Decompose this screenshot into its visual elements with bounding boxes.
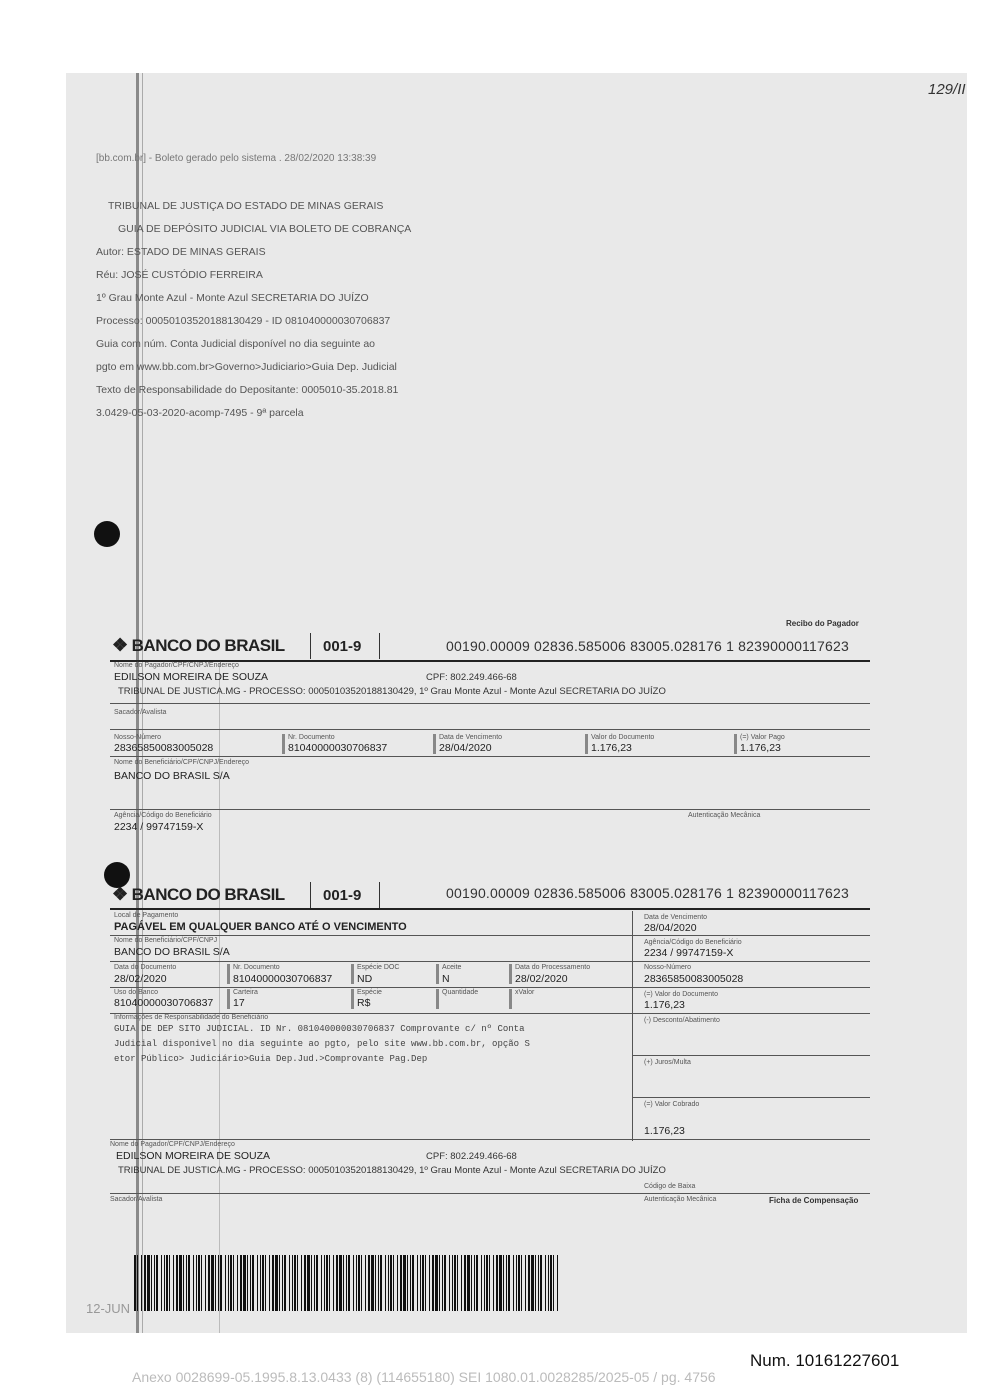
system-line: [bb.com.br] - Boleto gerado pelo sistema . 28/02/2020 13:38:39 — [96, 153, 377, 164]
barcode-bar — [141, 1255, 142, 1311]
desconto-label: (-) Desconto/Abatimento — [644, 1017, 720, 1024]
barcode-bar — [292, 1255, 293, 1311]
header-line: Réu: JOSÉ CUSTÓDIO FERREIRA — [96, 269, 263, 281]
barcode-bar — [218, 1255, 219, 1311]
barcode-bar — [183, 1255, 184, 1311]
uso-banco: 81040000030706837 — [114, 997, 214, 1009]
barcode-bar — [301, 1255, 302, 1311]
punch-hole — [94, 521, 120, 547]
barcode-bar — [481, 1255, 482, 1311]
barcode-bar — [346, 1255, 347, 1311]
barcode-bar — [422, 1255, 424, 1311]
barcode-bar — [432, 1255, 434, 1311]
header-line: pgto em www.bb.com.br>Governo>Judiciario>Guia Dep. Judicial — [96, 361, 397, 373]
slip-vencimento: 28/04/2020 — [644, 922, 697, 934]
divider — [310, 882, 311, 908]
digitable-line: 00190.00009 02836.585006 83005.028176 1 82390000117623 — [446, 885, 849, 901]
barcode-bar — [390, 1255, 392, 1311]
barcode-bar — [545, 1255, 546, 1311]
beneficiario-label: Nome do Beneficiário/CPF/CNPJ/Endereço — [114, 759, 250, 766]
barcode-bar — [257, 1255, 258, 1311]
divider — [110, 1139, 870, 1140]
barcode-bar — [361, 1255, 362, 1311]
barcode-bar — [269, 1255, 270, 1311]
slip-beneficiario-label: Nome do Beneficiário/CPF/CNPJ — [114, 937, 218, 944]
barcode-bar — [186, 1255, 187, 1311]
barcode-bar — [521, 1255, 522, 1311]
field-marker — [509, 964, 512, 984]
agencia: 2234 / 99747159-X — [114, 821, 204, 833]
barcode-bar — [282, 1255, 283, 1311]
field-marker — [734, 734, 737, 754]
barcode-bar — [324, 1255, 325, 1311]
field-marker — [433, 734, 436, 754]
xvalor-label: xValor — [515, 989, 535, 996]
field-marker — [585, 734, 588, 754]
barcode-bar — [169, 1255, 170, 1311]
barcode-bar — [211, 1255, 214, 1311]
barcode-bar — [356, 1255, 357, 1311]
field-marker — [351, 989, 354, 1009]
barcode-bar — [279, 1255, 280, 1311]
barcode-bar — [201, 1255, 202, 1311]
divider — [632, 1097, 870, 1098]
field-marker — [436, 989, 439, 1009]
barcode-bar — [393, 1255, 394, 1311]
info-line: Judicial disponivel no dia seguinte ao pgto, pelo site www.bb.com.br, opção S — [114, 1039, 530, 1049]
valor-cobrado-label: (=) Valor Cobrado — [644, 1101, 700, 1108]
barcode-bar — [417, 1255, 418, 1311]
barcode-bar — [425, 1255, 426, 1311]
date-stamp: 12-JUN — [86, 1301, 131, 1316]
barcode-bar — [535, 1255, 536, 1311]
aceite: N — [442, 973, 450, 985]
barcode-bar — [503, 1255, 504, 1311]
nr-documento: 81040000030706837 — [288, 742, 388, 754]
barcode-bar — [548, 1255, 549, 1311]
especie-doc: ND — [357, 973, 373, 985]
barcode-bar — [444, 1255, 446, 1311]
data-doc-label: Data do Documento — [114, 964, 177, 971]
barcode-bar — [294, 1255, 296, 1311]
barcode-bar — [496, 1255, 498, 1311]
header-line: Guia com núm. Conta Judicial disponível no dia seguinte ao — [96, 338, 375, 350]
barcode-bar — [151, 1255, 152, 1311]
slip-beneficiario: BANCO DO BRASIL S/A — [114, 946, 230, 958]
info-line: GUIA DE DEP SITO JUDICIAL. ID Nr. 081040000030706837 Comprovante c/ nº Conta — [114, 1024, 525, 1034]
barcode-bar — [493, 1255, 494, 1311]
divider — [632, 1055, 870, 1056]
bank-logo: ❖ BANCO DO BRASIL — [112, 884, 285, 904]
slip-valor-doc-label: (=) Valor do Documento — [644, 991, 718, 998]
barcode-bar — [454, 1255, 456, 1311]
barcode-bar — [449, 1255, 450, 1311]
barcode-bar — [348, 1255, 350, 1311]
nr-doc: 81040000030706837 — [233, 973, 333, 985]
barcode-bar — [506, 1255, 507, 1311]
codigo-baixa-label: Código de Baixa — [644, 1183, 696, 1190]
barcode-bar — [329, 1255, 330, 1311]
barcode-bar — [400, 1255, 402, 1311]
barcode-bar — [343, 1255, 344, 1311]
header-line: 1º Grau Monte Azul - Monte Azul SECRETARIA DO JUÍZO — [96, 292, 369, 304]
divider — [110, 729, 870, 730]
bank-logo-icon: ❖ — [112, 884, 128, 904]
barcode-bar — [516, 1255, 517, 1311]
barcode-bar — [252, 1255, 254, 1311]
field-marker — [227, 964, 230, 984]
barcode-bar — [164, 1255, 165, 1311]
nr-documento-label: Nr. Documento — [288, 734, 335, 741]
barcode-bar — [371, 1255, 374, 1311]
local-pagamento: PAGÁVEL EM QUALQUER BANCO ATÉ O VENCIMENTO — [114, 921, 407, 933]
nosso-numero-label: Nosso-Número — [114, 734, 162, 741]
divider — [110, 703, 870, 704]
barcode-bar — [176, 1255, 178, 1311]
barcode-bar — [297, 1255, 298, 1311]
barcode-bar — [307, 1255, 310, 1311]
barcode-bar — [137, 1255, 138, 1311]
slip-agencia-label: Agência/Código do Beneficiário — [644, 939, 742, 946]
data-doc: 28/02/2020 — [114, 973, 167, 985]
bank-code: 001-9 — [323, 887, 362, 904]
barcode-bar — [518, 1255, 520, 1311]
uso-banco-label: Uso do Banco — [114, 989, 158, 996]
slip-agencia: 2234 / 99747159-X — [644, 947, 734, 959]
barcode-bar — [228, 1255, 229, 1311]
barcode-bar — [484, 1255, 485, 1311]
especie-doc-label: Espécie DOC — [357, 964, 400, 971]
divider — [632, 1013, 870, 1014]
barcode-bar — [513, 1255, 514, 1311]
field-marker — [227, 989, 230, 1009]
valor-documento-label: Valor do Documento — [591, 734, 655, 741]
barcode-bar — [410, 1255, 411, 1311]
barcode-bar — [220, 1255, 222, 1311]
barcode-bar — [435, 1255, 438, 1311]
barcode-bar — [442, 1255, 443, 1311]
barcode-bar — [403, 1255, 406, 1311]
valor-pago-label: (=) Valor Pago — [740, 734, 785, 741]
barcode-bar — [525, 1255, 526, 1311]
local-pagamento-label: Local de Pagamento — [114, 912, 179, 919]
barcode-bar — [452, 1255, 453, 1311]
barcode-bar — [353, 1255, 354, 1311]
agencia-label: Agência/Código do Beneficiário — [114, 812, 212, 819]
barcode-bar — [173, 1255, 174, 1311]
header-line: Texto de Responsabilidade do Depositante: 0005010-35.2018.81 — [96, 384, 399, 396]
barcode-bar — [316, 1255, 318, 1311]
divider — [110, 935, 870, 936]
barcode-bar — [134, 1255, 136, 1311]
barcode-bar — [429, 1255, 430, 1311]
data-proc: 28/02/2020 — [515, 973, 568, 985]
payer-label: Nome do Pagador/CPF/CNPJ/Endereço — [114, 662, 239, 669]
sacador-label: Sacador/Avalista — [114, 709, 167, 716]
barcode-bar — [250, 1255, 251, 1311]
barcode-bar — [538, 1255, 539, 1311]
document-number: Num. 10161227601 — [750, 1351, 900, 1370]
divider — [110, 908, 870, 910]
barcode-bar — [528, 1255, 530, 1311]
barcode-bar — [262, 1255, 264, 1311]
barcode-bar — [336, 1255, 338, 1311]
barcode-bar — [489, 1255, 490, 1311]
barcode-bar — [339, 1255, 342, 1311]
barcode-bar — [333, 1255, 334, 1311]
divider — [110, 987, 870, 988]
barcode-bar — [247, 1255, 248, 1311]
divider — [379, 633, 380, 659]
vencimento-label: Data de Vencimento — [439, 734, 503, 741]
barcode-bar — [457, 1255, 458, 1311]
bank-logo-icon: ❖ — [112, 635, 128, 655]
barcode-bar — [272, 1255, 274, 1311]
digitable-line: 00190.00009 02836.585006 83005.028176 1 82390000117623 — [446, 638, 849, 654]
valor-documento: 1.176,23 — [591, 742, 632, 754]
barcode-bar — [230, 1255, 232, 1311]
juros-label: (+) Juros/Multa — [644, 1059, 691, 1066]
barcode-bar — [240, 1255, 242, 1311]
barcode-bar — [553, 1255, 554, 1311]
nr-doc-label: Nr. Documento — [233, 964, 280, 971]
barcode-bar — [233, 1255, 234, 1311]
payer-cpf: CPF: 802.249.466-68 — [426, 672, 517, 683]
autenticacao-label: Autenticação Mecânica — [688, 812, 761, 819]
annex-reference: Anexo 0028699-05.1995.8.13.0433 (8) (114655180) SEI 1080.01.0028285/2025-05 / pg. 4756 — [132, 1369, 716, 1385]
aceite-label: Aceite — [442, 964, 462, 971]
slip-sacador-label: Sacador/Avalista — [110, 1196, 163, 1203]
barcode-bar — [166, 1255, 168, 1311]
barcode-bar — [161, 1255, 162, 1311]
field-marker — [509, 989, 512, 1009]
barcode-bar — [557, 1255, 558, 1311]
payer-name: EDILSON MOREIRA DE SOUZA — [114, 671, 269, 683]
column-divider — [632, 911, 633, 1141]
header-line: GUIA DE DEPÓSITO JUDICIAL VIA BOLETO DE COBRANÇA — [118, 223, 412, 235]
barcode-bar — [467, 1255, 470, 1311]
barcode-bar — [311, 1255, 312, 1311]
payer-address: TRIBUNAL DE JUSTICA.MG - PROCESSO: 00050103520188130429, 1º Grau Monte Azul - Monte Azul SECRETARIA DO JUÍZO — [118, 686, 666, 697]
vencimento: 28/04/2020 — [439, 742, 492, 754]
divider — [110, 809, 870, 810]
divider — [310, 633, 311, 659]
slip-payer-address: TRIBUNAL DE JUSTICA.MG - PROCESSO: 00050103520188130429, 1º Grau Monte Azul - Monte Azul SECRETARIA DO JUÍZO — [118, 1165, 666, 1176]
barcode-bar — [550, 1255, 552, 1311]
header-block — [96, 195, 411, 425]
especie-label: Espécie — [357, 989, 382, 996]
nosso-numero: 28365850083005028 — [114, 742, 214, 754]
carteira-label: Carteira — [233, 989, 258, 996]
barcode-bar — [499, 1255, 502, 1311]
carteira: 17 — [233, 997, 245, 1009]
slip-nosso-numero-label: Nosso-Número — [644, 964, 692, 971]
scanned-page — [66, 73, 967, 1333]
beneficiario: BANCO DO BRASIL S/A — [114, 770, 230, 782]
bank-code: 001-9 — [323, 638, 362, 655]
header-line: Autor: ESTADO DE MINAS GERAIS — [96, 246, 266, 258]
info-line: etor Público> Judiciário>Guia Dep.Jud.>Comprovante Pag.Dep — [114, 1054, 428, 1064]
divider — [110, 961, 870, 962]
barcode-bar — [321, 1255, 322, 1311]
barcode-bar — [412, 1255, 414, 1311]
slip-nosso-numero: 28365850083005028 — [644, 973, 744, 985]
barcode-bar — [154, 1255, 155, 1311]
barcode-bar — [385, 1255, 386, 1311]
slip-payer-cpf: CPF: 802.249.466-68 — [426, 1151, 517, 1162]
barcode-bar — [144, 1255, 146, 1311]
divider — [110, 1193, 870, 1194]
barcode-bar — [147, 1255, 150, 1311]
barcode-bar — [540, 1255, 542, 1311]
barcode-bar — [368, 1255, 370, 1311]
header-line: 3.0429-05-03-2020-acomp-7495 - 9ª parcela — [96, 407, 304, 419]
receipt-title: Recibo do Pagador — [786, 619, 859, 628]
slip-autenticacao-label: Autenticação Mecânica — [644, 1196, 717, 1203]
barcode-bar — [284, 1255, 286, 1311]
slip-valor-doc: 1.176,23 — [644, 999, 685, 1011]
barcode-bar — [397, 1255, 398, 1311]
slip-payer-label: Nome do Pagador/CPF/CNPJ/Endereço — [110, 1141, 235, 1148]
barcode-bar — [464, 1255, 466, 1311]
barcode-bar — [314, 1255, 315, 1311]
header-line: TRIBUNAL DE JUSTIÇA DO ESTADO DE MINAS GERAIS — [108, 200, 384, 212]
barcode-bar — [388, 1255, 389, 1311]
barcode-bar — [198, 1255, 200, 1311]
barcode-bar — [420, 1255, 421, 1311]
quantidade-label: Quantidade — [442, 989, 479, 996]
info-label: Informações de Responsabilidade do Beneficiário — [114, 1014, 269, 1021]
barcode-bar — [188, 1255, 190, 1311]
valor-cobrado: 1.176,23 — [644, 1125, 685, 1137]
barcode-bar — [275, 1255, 278, 1311]
barcode-bar — [265, 1255, 266, 1311]
data-proc-label: Data do Processamento — [515, 964, 591, 971]
barcode-bar — [439, 1255, 440, 1311]
slip-payer-name: EDILSON MOREIRA DE SOUZA — [116, 1150, 271, 1162]
header-line: Processo: 00050103520188130429 - ID 081040000030706837 — [96, 315, 391, 327]
barcode-bar — [179, 1255, 182, 1311]
bank-logo: ❖ BANCO DO BRASIL — [112, 635, 285, 655]
especie: R$ — [357, 997, 371, 1009]
barcode-bar — [225, 1255, 226, 1311]
field-marker — [436, 964, 439, 984]
divider — [379, 882, 380, 908]
barcode-bar — [378, 1255, 379, 1311]
barcode-bar — [205, 1255, 206, 1311]
barcode-bar — [486, 1255, 488, 1311]
barcode-bar — [208, 1255, 210, 1311]
barcode-bar — [474, 1255, 475, 1311]
barcode-bar — [476, 1255, 478, 1311]
valor-pago: 1.176,23 — [740, 742, 781, 754]
barcode-bar — [156, 1255, 158, 1311]
barcode-bar — [243, 1255, 246, 1311]
barcode-bar — [461, 1255, 462, 1311]
slip-vencimento-label: Data de Vencimento — [644, 914, 708, 921]
barcode-bar — [196, 1255, 197, 1311]
barcode-bar — [407, 1255, 408, 1311]
handwritten-page-number: 129/II — [928, 81, 966, 98]
barcode-bar — [289, 1255, 290, 1311]
barcode-bar — [215, 1255, 216, 1311]
field-marker — [351, 964, 354, 984]
field-marker — [282, 734, 285, 754]
barcode-bar — [193, 1255, 194, 1311]
barcode-bar — [304, 1255, 306, 1311]
barcode-bar — [471, 1255, 472, 1311]
barcode — [134, 1255, 559, 1311]
ficha-label: Ficha de Compensação — [769, 1196, 859, 1205]
barcode-bar — [531, 1255, 534, 1311]
barcode-bar — [358, 1255, 360, 1311]
barcode-bar — [365, 1255, 366, 1311]
barcode-bar — [508, 1255, 510, 1311]
barcode-bar — [237, 1255, 238, 1311]
divider — [110, 756, 870, 757]
barcode-bar — [326, 1255, 328, 1311]
barcode-bar — [260, 1255, 261, 1311]
barcode-bar — [375, 1255, 376, 1311]
barcode-bar — [380, 1255, 382, 1311]
